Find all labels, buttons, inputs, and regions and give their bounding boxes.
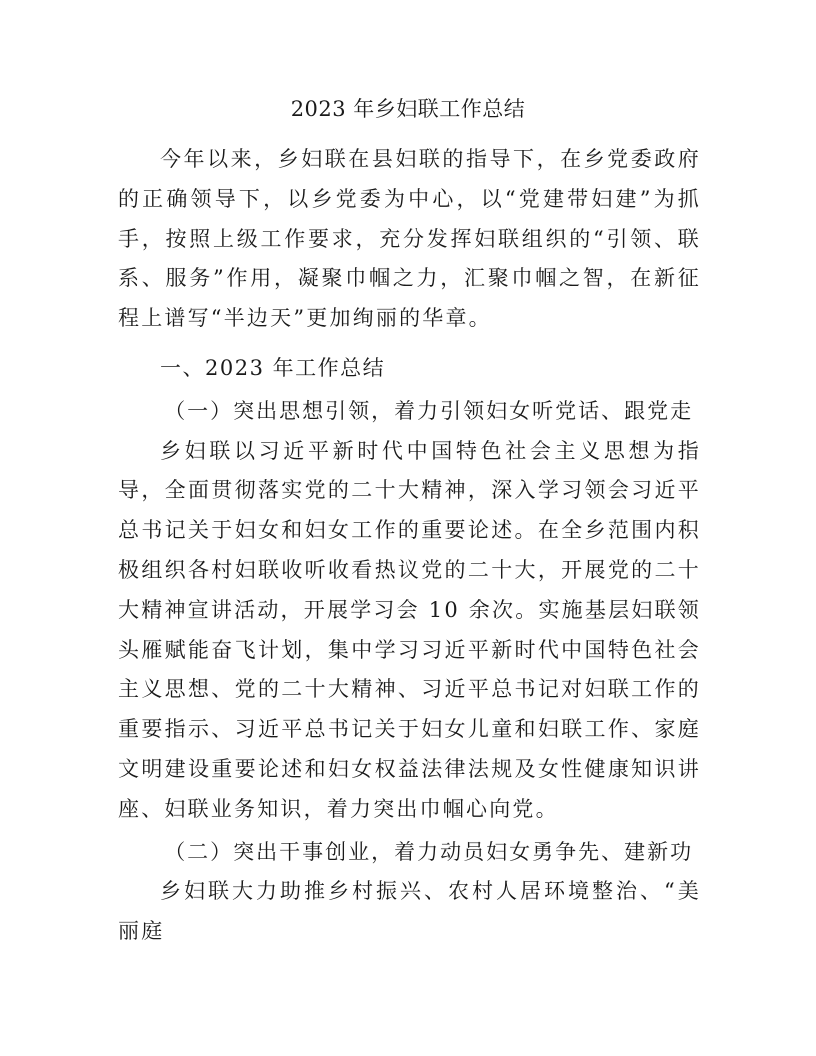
document-body xyxy=(118,140,701,952)
subsection-1-paragraph: 乡妇联以习近平新时代中国特色社会主义思想为指导，全面贯彻落实党的二十大精神，深入学习领会习近平总书记关于妇女和妇女工作的重要论述。在全乡范围内积极组织各村妇联收听收看热议党的二十大，开展党的二十大精神宣讲活动，开展学习会 10 余次。实施基层妇联领头雁赋能奋飞计划，集中学习习近平新时代中国特色社会主义思想、党的二十大精神、习近平总书记对妇联工作的重要指示、习近平总书记关于妇女儿童和妇联工作、家庭文明建设重要论述和妇女权益法律法规及女性健康知识讲座、妇联业务知识，着力突出巾帼心向党。 xyxy=(118,438,701,821)
subsection-heading-1: （一）突出思想引领，着力引领妇女听党话、跟党走 xyxy=(164,398,694,423)
intro-paragraph: 今年以来，乡妇联在县妇联的指导下，在乡党委政府的正确领导下，以乡党委为中心，以“党建带妇建”为抓手，按照上级工作要求，充分发挥妇联组织的“引领、联系、服务”作用，凝聚巾帼之力，汇聚巾帼之智，在新征程上谱写“半边天”更加绚丽的华章。 xyxy=(118,147,701,331)
section-heading-1: 一、2023 年工作总结 xyxy=(160,355,386,380)
subsection-heading-2: （二）突出干事创业，着力动员妇女勇争先、建新功 xyxy=(164,839,694,864)
document-title: 2023 年乡妇联工作总结 xyxy=(290,97,526,121)
subsection-2-paragraph: 乡妇联大力助推乡村振兴、农村人居环境整治、“美丽庭 xyxy=(118,879,701,944)
